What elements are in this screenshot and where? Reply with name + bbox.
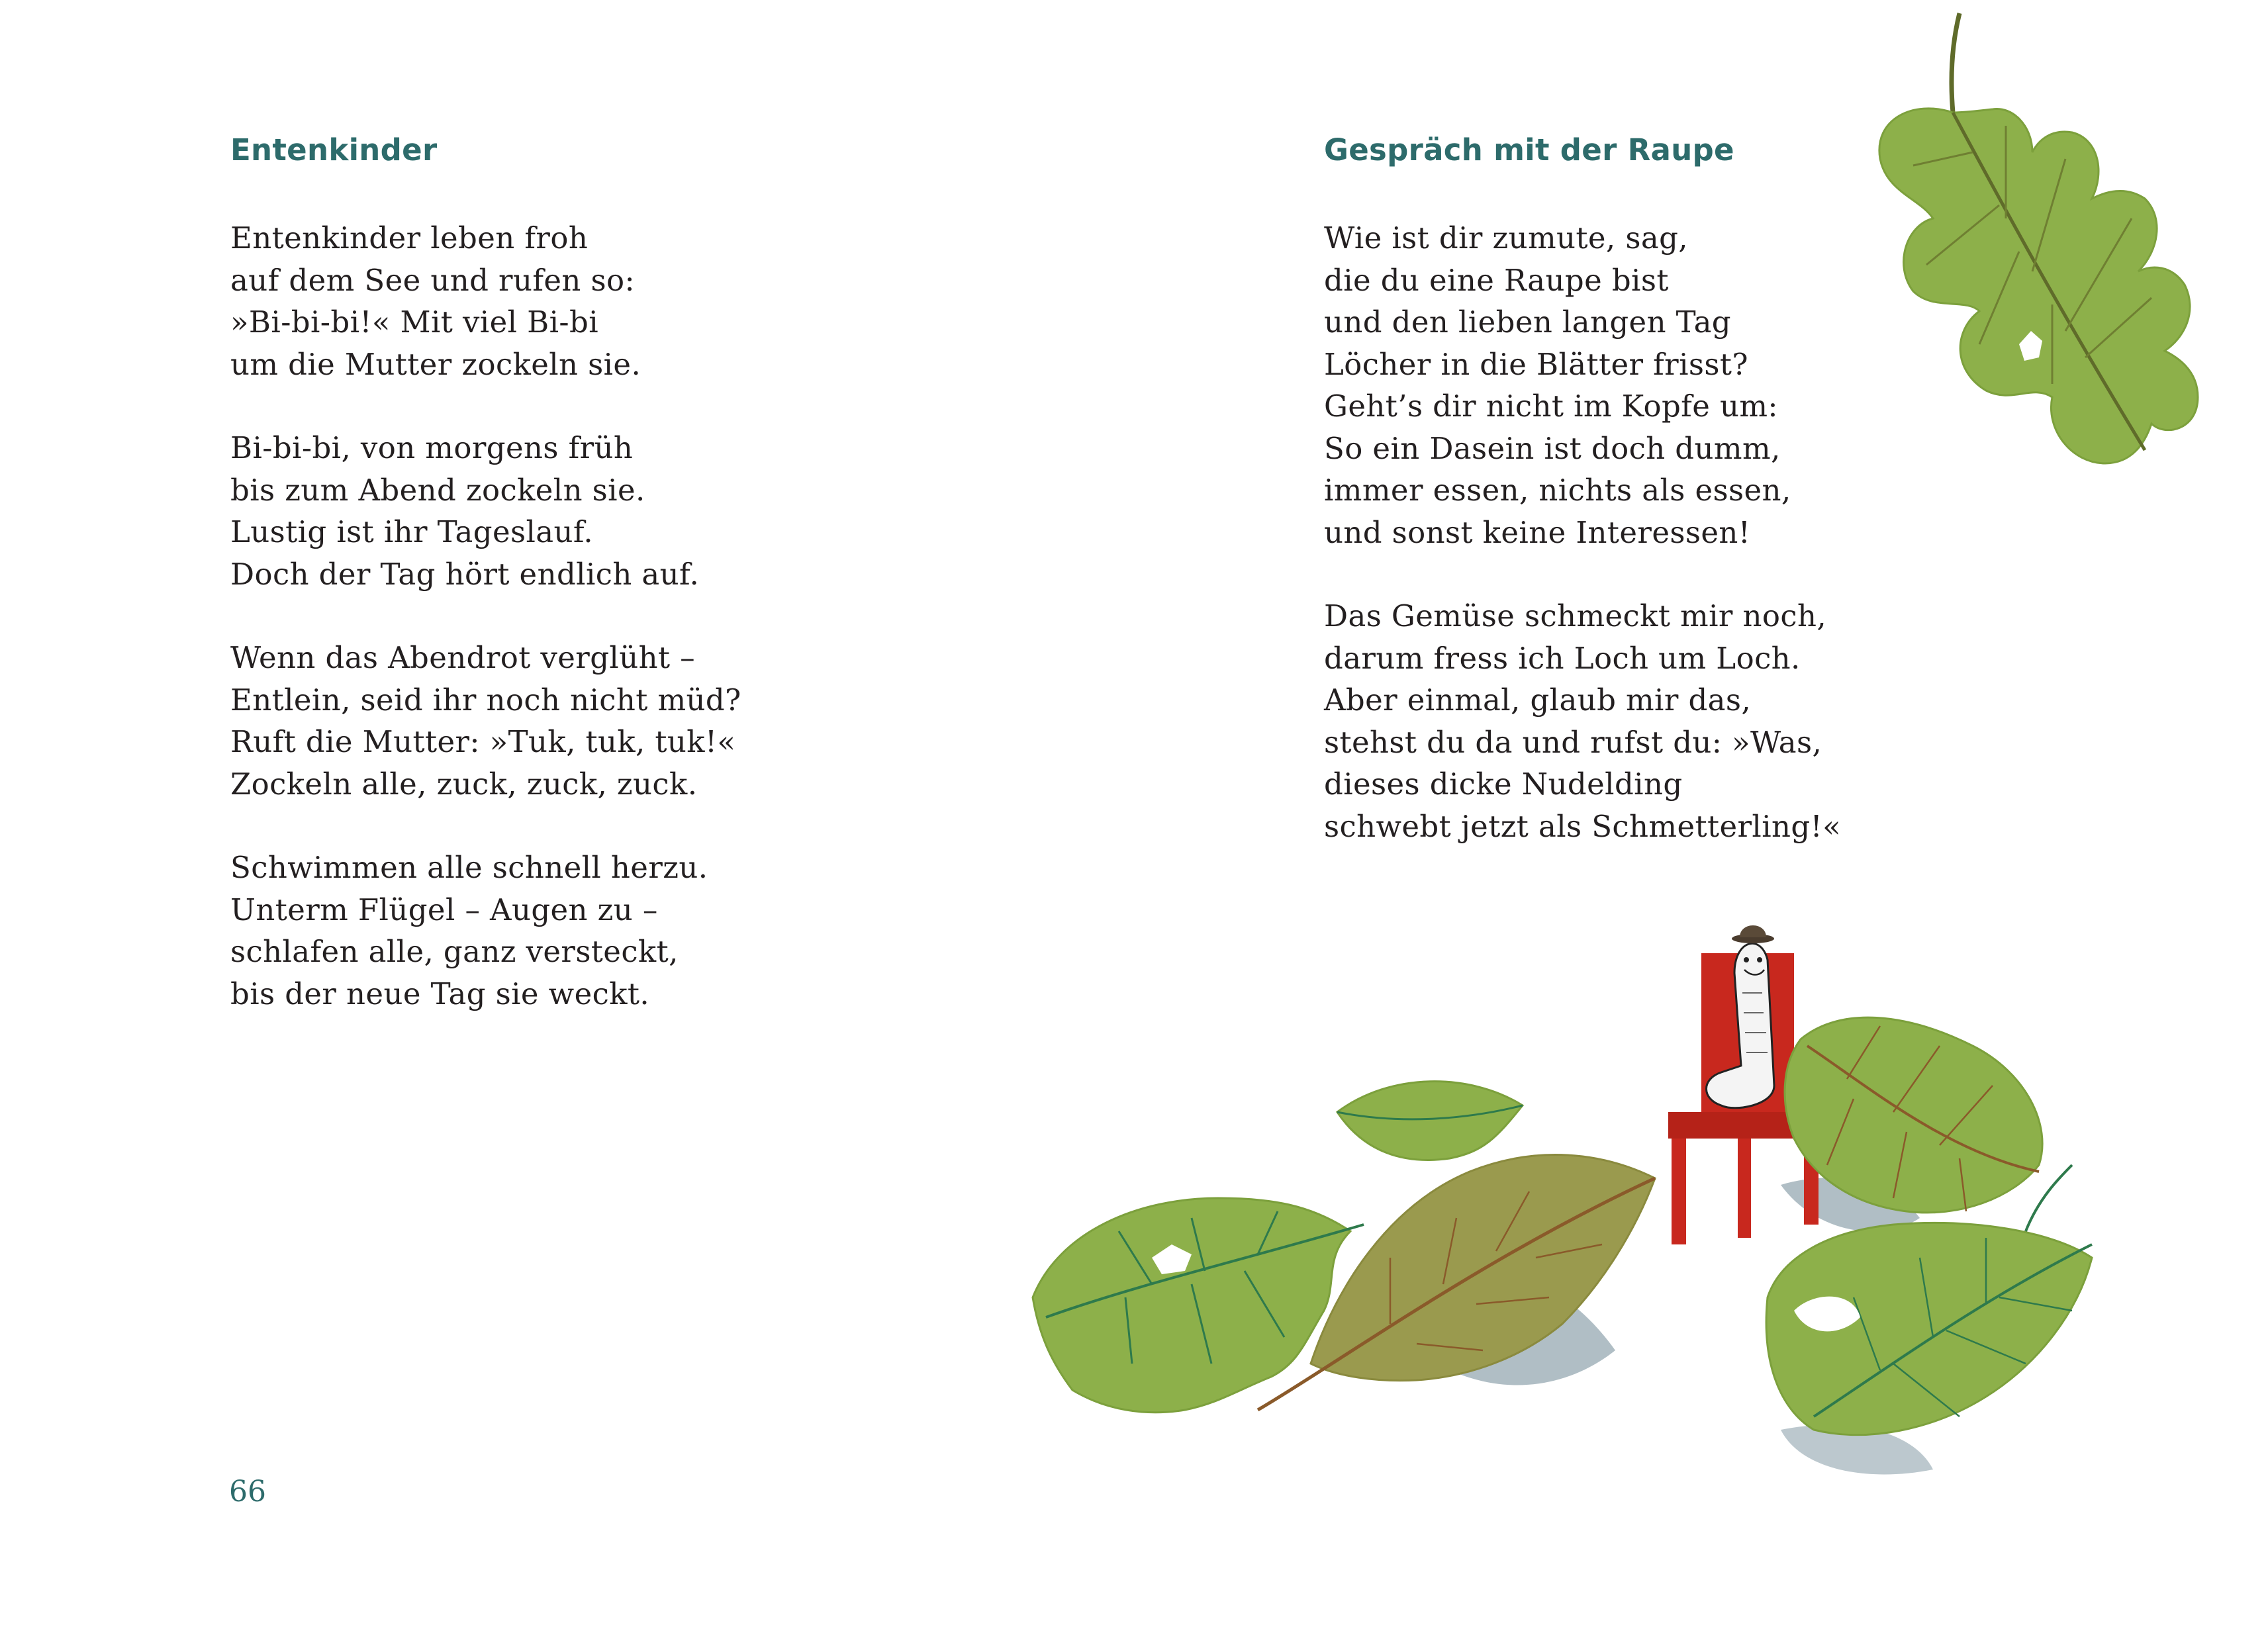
verse-line: schwebt jetzt als Schmetterling!« (1324, 808, 1842, 844)
oak-leaf-icon (1854, 0, 2211, 530)
verse-line: Entenkinder leben froh (230, 220, 589, 256)
poem-title: Gespräch mit der Raupe (1324, 132, 1734, 167)
verse-line: Wenn das Abendrot verglüht – (230, 640, 696, 675)
stanza (1324, 217, 1841, 553)
verse-line: Schwimmen alle schnell herzu. (230, 850, 708, 885)
verse-line: stehst du da und rufst du: »Was, (1324, 724, 1822, 760)
verse-line: die du eine Raupe bist (1324, 262, 1669, 298)
verse-line: Aber einmal, glaub mir das, (1324, 682, 1752, 718)
verse-line: Unterm Flügel – Augen zu – (230, 892, 658, 927)
stanza (1324, 595, 1841, 847)
verse-line: Das Gemüse schmeckt mir noch, (1324, 598, 1827, 633)
verse-line: immer essen, nichts als essen, (1324, 473, 1791, 508)
verse-line: »Bi-bi-bi!« Mit viel Bi-bi (230, 304, 598, 340)
stanza (230, 427, 741, 595)
verse-line: um die Mutter zockeln sie. (230, 346, 641, 382)
verse-line: Entlein, seid ihr noch nicht müd? (230, 682, 741, 718)
poem-body (230, 217, 741, 1056)
stanza (230, 217, 741, 385)
verse-line: Ruft die Mutter: »Tuk, tuk, tuk!« (230, 724, 736, 759)
stanza (230, 637, 741, 805)
verse-line: Wie ist dir zumute, sag, (1324, 220, 1688, 256)
verse-line: dieses dicke Nudelding (1324, 767, 1683, 802)
verse-line: und sonst keine Interessen! (1324, 514, 1751, 550)
verse-line: Lustig ist ihr Tageslauf. (230, 514, 594, 549)
verse-line: So ein Dasein ist doch dumm, (1324, 430, 1781, 466)
verse-line: Geht’s dir nicht im Kopfe um: (1324, 389, 1778, 424)
verse-line: auf dem See und rufen so: (230, 262, 636, 298)
poem-title: Entenkinder (230, 132, 438, 167)
verse-line: Bi-bi-bi, von morgens früh (230, 430, 634, 465)
verse-line: schlafen alle, ganz versteckt, (230, 934, 679, 969)
verse-line: Doch der Tag hört endlich auf. (230, 556, 700, 592)
verse-line: und den lieben langen Tag (1324, 304, 1732, 340)
verse-line: darum fress ich Loch um Loch. (1324, 640, 1801, 676)
verse-line: Zockeln alle, zuck, zuck, zuck. (230, 766, 698, 802)
page-number: 66 (229, 1475, 266, 1509)
verse-line: bis der neue Tag sie weckt. (230, 976, 650, 1011)
stanza (230, 847, 741, 1015)
verse-line: Löcher in die Blätter frisst? (1324, 346, 1748, 382)
leaves-with-caterpillar-icon (1019, 887, 2132, 1496)
verse-line: bis zum Abend zockeln sie. (230, 472, 645, 508)
poem-body (1324, 217, 1841, 889)
